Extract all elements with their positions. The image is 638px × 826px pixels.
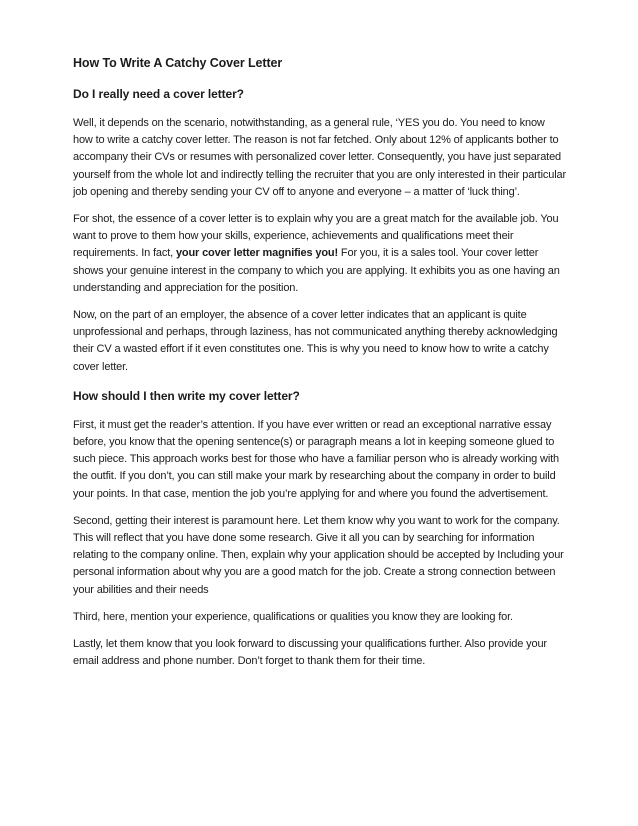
section-heading: Do I really need a cover letter? xyxy=(73,87,244,101)
text-run: For shot, the essence of a cover letter is to explain why you are a great match for the available job. You want to prove to them how your skills, experience, achievements and qualifications meet their requirements. In fact, xyxy=(73,213,559,260)
text-run: Second, getting their interest is paramount here. Let them know why you want to work for the company. This will reflect that you have done some research. Give it all you can by searching for information relating to the company online. Then, explain why your application should be accepted by Including your personal information about why you are a good match for the job. Create a strong connection between your abilities and their needs xyxy=(73,514,564,596)
bold-text-run: your cover letter magnifies you! xyxy=(175,247,339,260)
paragraph xyxy=(73,115,566,201)
text-run: For you, it is a sales tool. Your cover letter shows your genuine interest in the company to which you are applying. It exhibits you as one having an understanding and appreciation for the position. xyxy=(73,247,560,294)
text-run: Third, here, mention your experience, qualifications or qualities you know they are looking for. xyxy=(73,610,513,623)
paragraph xyxy=(73,211,566,297)
text-run: Lastly, let them know that you look forward to discussing your qualifications further. Also provide your email address and phone number. Don’t forget to thank them for their time. xyxy=(73,638,547,668)
paragraph xyxy=(73,417,566,503)
paragraph xyxy=(73,636,566,670)
paragraph xyxy=(73,307,566,376)
document-sections xyxy=(73,86,566,670)
text-run: Well, it depends on the scenario, notwithstanding, as a general rule, ‘YES you do. You need to know how to write a catchy cover letter. The reason is not far fetched. Only about 12% of applicants bother to accompany their CVs or resumes with personalized cover letter. Consequently, you have just separated yourself from the whole lot and indirectly telling the recruiter that you are only interested in their particular job opening and thereby sending your CV off to anyone and everyone – a matter of ‘luck thing’. xyxy=(73,117,566,198)
text-run: Now, on the part of an employer, the absence of a cover letter indicates that an applicant is quite unprofessional and perhaps, through laziness, has not communicated anything thereby acknowledging their CV a wasted effort if it even constitutes one. This is why you need to know how to write a catchy cover letter. xyxy=(73,309,558,373)
paragraph xyxy=(73,609,566,626)
section-heading: How should I then write my cover letter? xyxy=(73,388,300,403)
document-title: How To Write A Catchy Cover Letter xyxy=(73,56,283,70)
paragraph xyxy=(73,513,566,599)
text-run: First, it must get the reader’s attention. If you have ever written or read an exceptional narrative essay before, you know that the opening sentence(s) or paragraph means a lot in keeping someone glued to such piece. This approach works best for those who have a familiar person who is already working with the outfit. If you don’t, you can still make your mark by researching about the company in order to build your points. In that case, mention the job you’re applying for and where you found the advertisement. xyxy=(73,418,560,500)
